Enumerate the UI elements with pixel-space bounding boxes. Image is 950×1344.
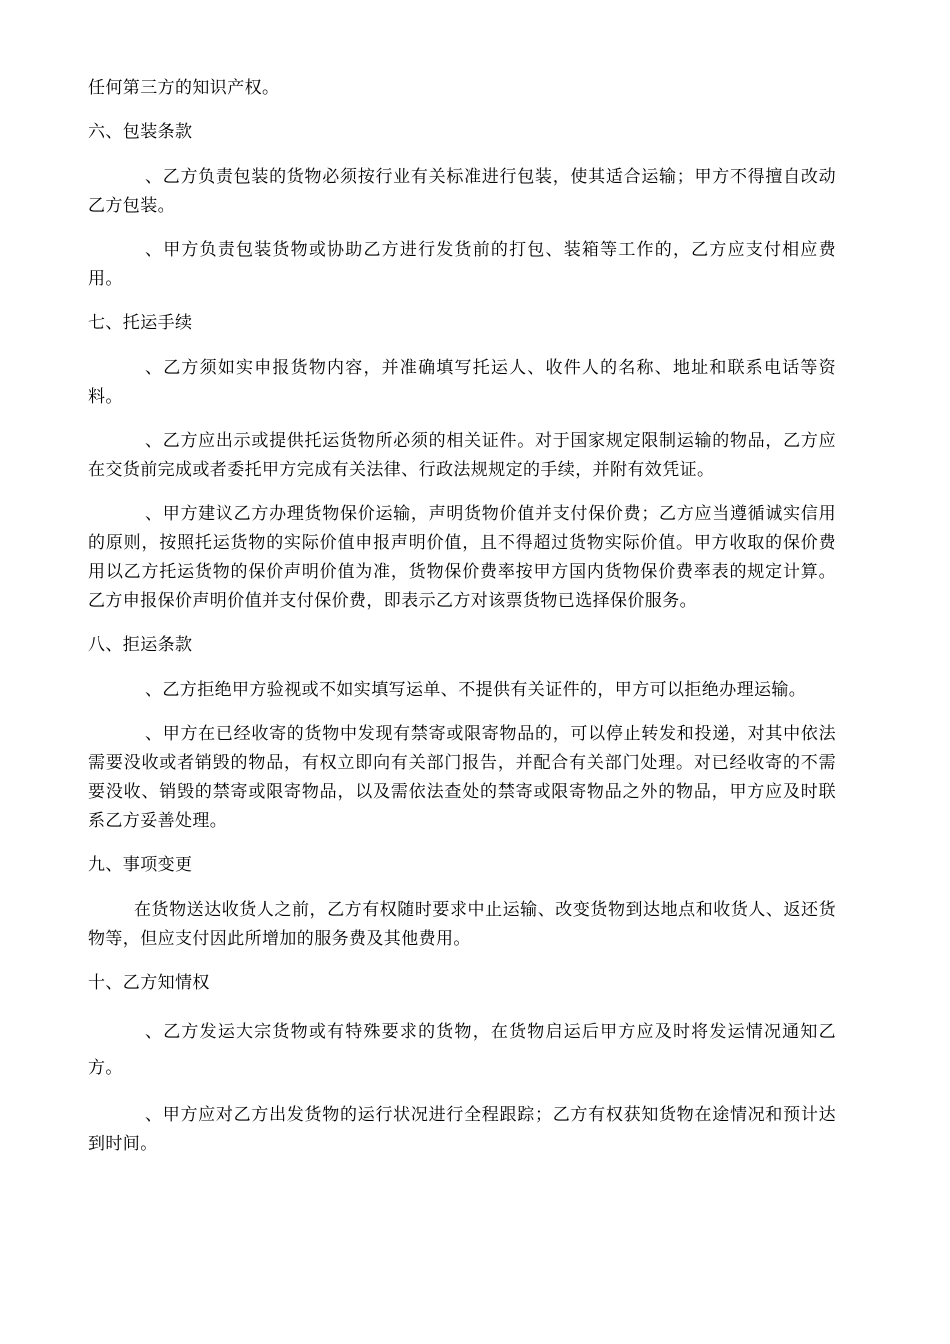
- paragraph-continuation: 任何第三方的知识产权。: [88, 78, 280, 98]
- clause-consignment-3: 、甲方建议乙方办理货物保价运输，声明货物价值并支付保价费；乙方应当遵循诚实信用的原则，按照托运货物的实际价值申报声明价值，且不得超过货物实际价值。甲方收取的保价费用以乙方托运货物的保价声明价值为准，货物保价费率按甲方国内货物保价费率表的规定计算。乙方申报保价声明价值并支付保价费，即表示乙方对该票货物已选择保价服务。: [88, 504, 836, 611]
- section-heading-consignment: 七、托运手续: [88, 313, 193, 333]
- clause-changes: 在货物送达收货人之前，乙方有权随时要求中止运输、改变货物到达地点和收货人、返还货物等，但应支付因此所增加的服务费及其他费用。: [88, 900, 836, 949]
- section-heading-packaging: 六、包装条款: [88, 122, 193, 142]
- clause-right-to-know-2: 、甲方应对乙方出发货物的运行状况进行全程跟踪；乙方有权获知货物在途情况和预计达到时间。: [88, 1105, 836, 1154]
- clause-refusal-2: 、甲方在已经收寄的货物中发现有禁寄或限寄物品的，可以停止转发和投递，对其中依法需要没收或者销毁的物品，有权立即向有关部门报告，并配合有关部门处理。对已经收寄的不需要没收、销毁的禁寄或限寄物品，以及需依法查处的禁寄或限寄物品之外的物品，甲方应及时联系乙方妥善处理。: [88, 724, 836, 831]
- clause-packaging-1: 、乙方负责包装的货物必须按行业有关标准进行包装，使其适合运输；甲方不得擅自改动乙方包装。: [88, 167, 836, 216]
- section-heading-right-to-know: 十、乙方知情权: [88, 973, 210, 993]
- section-heading-refusal: 八、拒运条款: [88, 635, 193, 655]
- clause-refusal-1: 、乙方拒绝甲方验视或不如实填写运单、不提供有关证件的，甲方可以拒绝办理运输。: [145, 680, 807, 700]
- document-page: [88, 0, 836, 1174]
- clause-consignment-1: 、乙方须如实申报货物内容，并准确填写托运人、收件人的名称、地址和联系电话等资料。: [88, 358, 836, 407]
- clause-right-to-know-1: 、乙方发运大宗货物或有特殊要求的货物，在货物启运后甲方应及时将发运情况通知乙方。: [88, 1022, 836, 1078]
- section-heading-changes: 九、事项变更: [88, 855, 193, 875]
- clause-consignment-2: 、乙方应出示或提供托运货物所必须的相关证件。对于国家规定限制运输的物品，乙方应在交货前完成或者委托甲方完成有关法律、行政法规规定的手续，并附有效凭证。: [88, 431, 836, 480]
- clause-packaging-2: 、甲方负责包装货物或协助乙方进行发货前的打包、装箱等工作的，乙方应支付相应费用。: [88, 240, 836, 289]
